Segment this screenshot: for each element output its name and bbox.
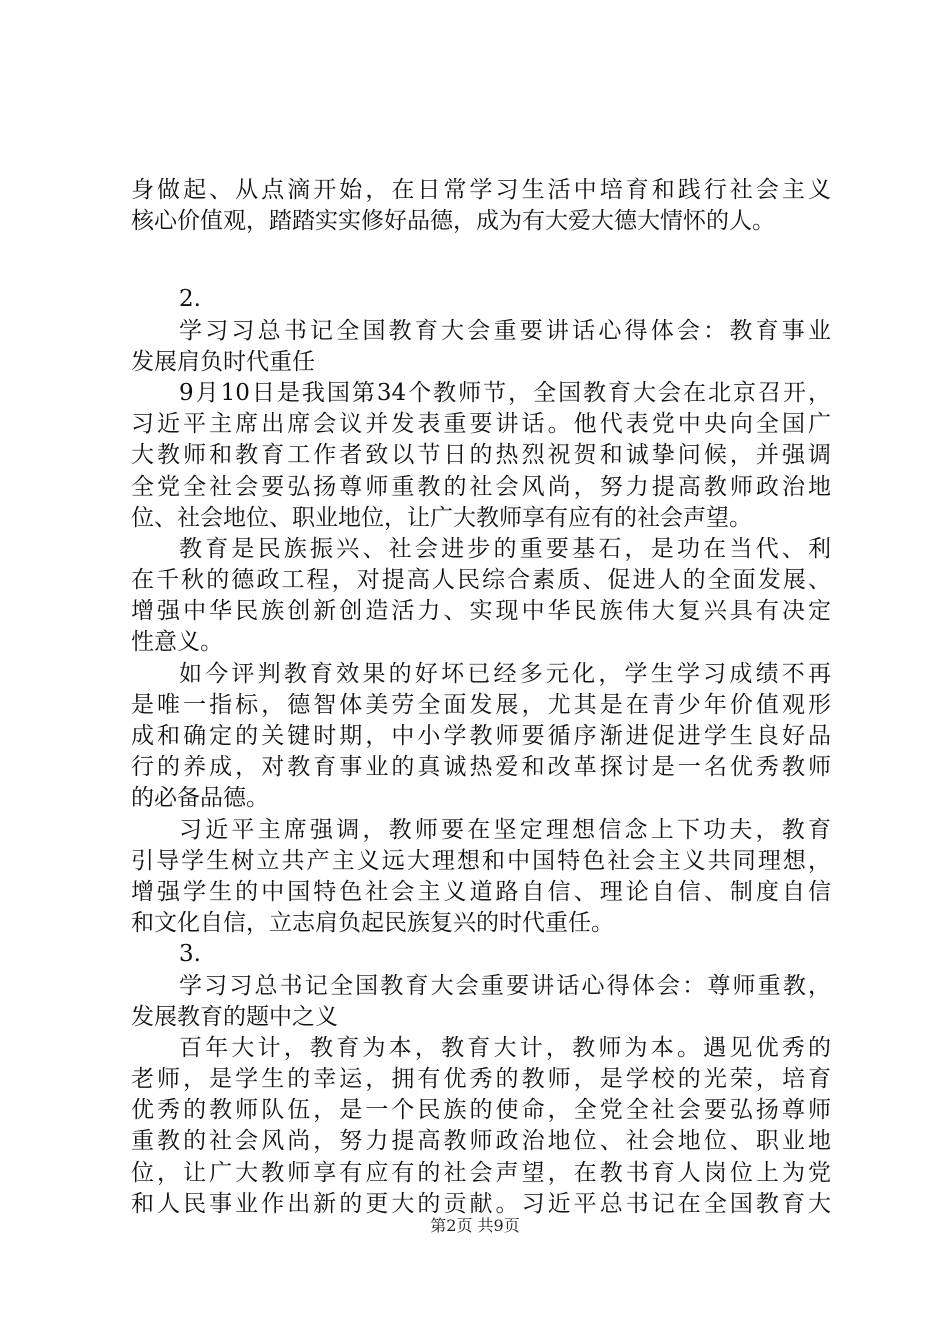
text-line: 核心价值观，踏踏实实修好品德，成为有大爱大德大情怀的人。 <box>131 208 775 235</box>
text-line: 优秀的教师队伍，是一个民族的使命，全党全社会要弘扬尊师 <box>131 1097 831 1124</box>
text-line: 习近平主席出席会议并发表重要讲话。他代表党中央向全国广 <box>131 411 831 438</box>
text-line: 身做起、从点滴开始，在日常学习生活中培育和践行社会主义 <box>131 177 831 203</box>
text-line: 位，让广大教师享有应有的社会声望，在教书育人岗位上为党 <box>131 1159 831 1186</box>
paragraph-gap <box>131 237 831 284</box>
text-line: 和人民事业作出新的更大的贡献。习近平总书记在全国教育大 <box>131 1190 831 1217</box>
paragraph <box>131 378 831 534</box>
text-line: 习近平主席强调，教师要在坚定理想信念上下功夫，教育 <box>179 816 831 843</box>
text-line: 老师，是学生的幸运，拥有优秀的教师，是学校的光荣，培育 <box>131 1066 831 1093</box>
text-line: 学习习总书记全国教育大会重要讲话心得体会：教育事业 <box>179 317 831 344</box>
text-line: 3. <box>179 941 201 968</box>
section-number <box>131 939 831 970</box>
text-line: 位、社会地位、职业地位，让广大教师享有应有的社会声望。 <box>131 504 752 531</box>
paragraph <box>131 971 831 1033</box>
text-line: 行的养成，对教育事业的真诚热爱和改革探讨是一名优秀教师 <box>131 754 831 781</box>
text-line: 学习习总书记全国教育大会重要讲话心得体会：尊师重教， <box>179 972 831 999</box>
section-number <box>131 284 831 315</box>
page-number-footer: 第2页 共9页 <box>430 1216 520 1235</box>
text-line: 教育是民族振兴、社会进步的重要基石，是功在当代、利 <box>179 535 831 562</box>
text-line: 增强中华民族创新创造活力、实现中华民族伟大复兴具有决定 <box>131 598 831 625</box>
text-line: 大教师和教育工作者致以节日的热烈祝贺和诚挚问候，并强调 <box>131 442 831 469</box>
text-line: 重教的社会风尚，努力提高教师政治地位、社会地位、职业地 <box>131 1128 831 1155</box>
text-line: 在千秋的德政工程，对提高人民综合素质、促进人的全面发展、 <box>131 567 831 594</box>
text-line: 成和确定的关键时期，中小学教师要循序渐进促进学生良好品 <box>131 723 831 749</box>
text-line: 是唯一指标，德智体美劳全面发展，尤其是在青少年价值观形 <box>131 691 831 718</box>
text-line: 性意义。 <box>131 629 223 656</box>
text-line: 如今评判教育效果的好坏已经多元化，学生学习成绩不再 <box>179 660 831 687</box>
text-line: 增强学生的中国特色社会主义道路自信、理论自信、制度自信 <box>131 878 831 905</box>
text-line: 发展教育的题中之义 <box>131 1003 338 1030</box>
text-line: 9月10日是我国第34个教师节，全国教育大会在北京召开， <box>179 379 831 406</box>
text-line: 百年大计，教育为本，教育大计，教师为本。遇见优秀的 <box>179 1034 831 1061</box>
paragraph <box>131 659 831 815</box>
paragraph <box>131 534 831 659</box>
paragraph <box>131 175 831 237</box>
text-line: 和文化自信，立志肩负起民族复兴的时代重任。 <box>131 910 614 937</box>
paragraph <box>131 815 831 940</box>
text-line: 发展肩负时代重任 <box>131 348 315 375</box>
text-line: 2. <box>179 286 201 313</box>
text-line: 引导学生树立共产主义远大理想和中国特色社会主义共同理想， <box>131 847 831 874</box>
document-body <box>131 175 831 1220</box>
paragraph <box>131 1033 831 1220</box>
text-line: 全党全社会要弘扬尊师重教的社会风尚，努力提高教师政治地 <box>131 473 831 500</box>
text-line: 的必备品德。 <box>131 785 269 812</box>
paragraph <box>131 316 831 378</box>
